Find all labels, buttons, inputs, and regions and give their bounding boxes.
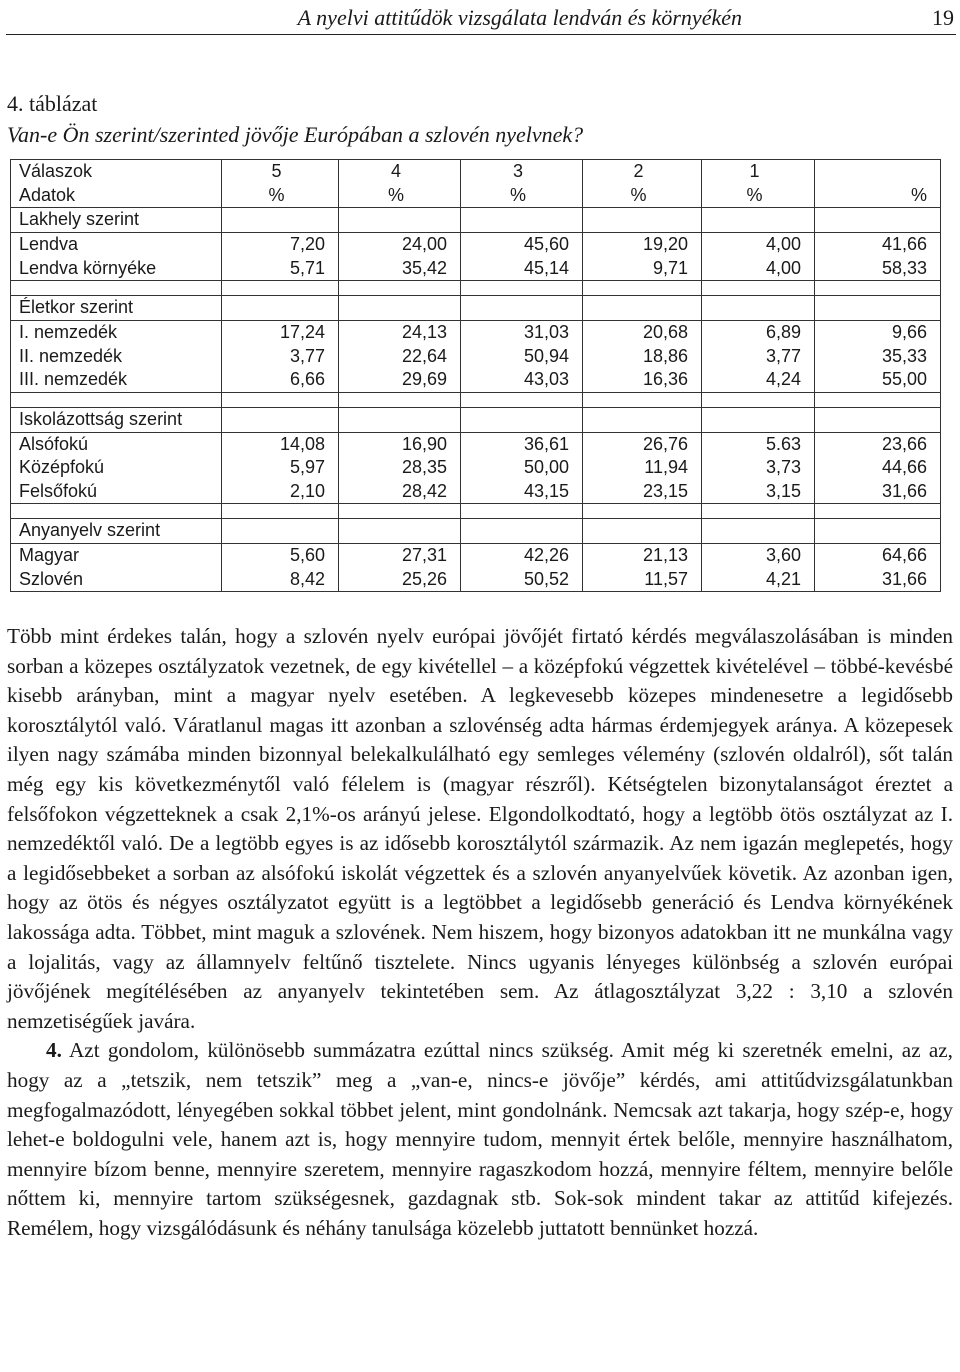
value-cell [702, 233, 815, 281]
value: 3,77 [765, 345, 801, 366]
average-header [815, 160, 941, 208]
section-data-row [11, 321, 941, 393]
row-label: II. nemzedék [19, 345, 123, 366]
section-data-row [11, 432, 941, 504]
value: 23,66 [881, 433, 927, 454]
value: 45,60 [523, 234, 569, 254]
value: 29,69 [401, 369, 447, 389]
table-caption-title: Van-e Ön szerint/szerinted jövője Európában a szlovén nyelvnek? [7, 122, 584, 147]
section-title: Életkor szerint [11, 296, 222, 321]
section-title-row [11, 296, 941, 321]
header-rule [6, 34, 956, 35]
value: 28,35 [401, 457, 447, 477]
value: 64,66 [881, 545, 927, 565]
value-cell [222, 544, 339, 592]
value: 35,42 [401, 257, 447, 278]
value: 35,33 [881, 345, 927, 366]
value-cell [815, 321, 941, 393]
section-title-row [11, 208, 941, 233]
value-cell [583, 233, 702, 281]
running-title: A nyelvi attitűdök vizsgálata lendván és környékén [297, 5, 742, 30]
value: 22,64 [401, 345, 447, 366]
value: 42,26 [523, 545, 569, 565]
value-cell [339, 544, 461, 592]
value: 31,03 [523, 322, 569, 342]
row-label: Magyar [19, 545, 80, 565]
row-label: Szlovén [19, 568, 84, 589]
value: 3,77 [289, 345, 325, 366]
value-cell [461, 321, 583, 393]
header-label-cell [11, 160, 222, 208]
header-label-valaszok: Válaszok [19, 161, 93, 181]
value-cell [815, 233, 941, 281]
section-data-row [11, 544, 941, 592]
value: 5.63 [765, 433, 801, 454]
section-title: Iskolázottság szerint [11, 407, 222, 432]
value-cell [815, 432, 941, 504]
value: 50,52 [523, 568, 569, 589]
value: 23,15 [642, 480, 688, 501]
row-labels [11, 544, 222, 592]
paragraph: Több mint érdekes talán, hogy a szlovén nyelv európai jövőjét firtató kérdés megválaszolásában is minden sorban a közepes osztályzatok vezetnek, de egy kivétellel – a középfokú végzettek kivételével – többé-kevésbé kisebb arányban, mint a magyar nyelv esetében. A legkevesebb közepes mindenesetre a legidősebb korosztálytól való. Váratlanul magas itt azonban a szlovénség adta hármas érdemjegyek aránya. A közepesek ilyen nagy számába minden bizonnyal belekalkulálható egy semleges vélemény (szlovén oldalról), sőt talán még egy kis következménytől való félelem is (magyar részről). Kétségtelen bizonytalanságot éreztet a felsőfokon végzetteknek a csak 2,1%-os arányú jelese. Elgondolkodtató, hogy a legtöbb ötös osztályzat az I. nemzedéktől való. De a legtöbb egyes is az idősebb korosztálytól származik. Az nem igazán meglepetés, hogy a legidősebbeket a sorban az alsófokú iskolát végzettek és a szlovén anyanyelvűek követik. Az azonban igen, hogy az ötös és négyes osztályzatot együtt is a legtöbbet a legidősebb generáció és Lendva környékének lakossága adta. Többet, mint maguk a szlovének. Nem hiszem, hogy bizonyos adatokban itt ne munkálna vagy a lojalitás, vagy az államnyelv feltűnő tisztelete. Nincs ugyanis lényeges különbség a szlovén európai jövőjének megítélésében az anyanyelv tekintetében sem. Az átlagosztályzat 3,22 : 3,10 a szlovén nemzetiségűek javára. [7, 624, 953, 1033]
running-head [0, 2, 960, 34]
section-number: 4. [46, 1038, 62, 1063]
value-cell [339, 432, 461, 504]
value: 9,66 [891, 322, 927, 342]
value: 43,15 [523, 480, 569, 501]
row-label: Alsófokú [19, 433, 89, 454]
value-cell [702, 544, 815, 592]
value-cell [222, 321, 339, 393]
unit-label: % [509, 184, 526, 205]
row-label: Lendva környéke [19, 257, 157, 278]
value: 3,15 [765, 480, 801, 501]
row-label: I. nemzedék [19, 322, 118, 342]
value: 41,66 [881, 234, 927, 254]
grade-3-header [461, 160, 583, 208]
value: 3,60 [765, 545, 801, 565]
value: 28,42 [401, 480, 447, 501]
value: 17,24 [279, 322, 325, 342]
unit-label: % [268, 184, 285, 205]
grade-1-header [702, 160, 815, 208]
section-data-row [11, 233, 941, 281]
row-label: Lendva [19, 234, 79, 254]
value: 16,36 [642, 369, 688, 389]
table-caption-label: 4. táblázat [7, 91, 98, 116]
value: 31,66 [881, 480, 927, 501]
value: 20,68 [642, 322, 688, 342]
value: 50,94 [523, 345, 569, 366]
value: 24,13 [401, 322, 447, 342]
value: 18,86 [642, 345, 688, 366]
unit-label: % [910, 184, 927, 205]
value: 6,66 [289, 369, 325, 389]
row-label: Felsőfokú [19, 480, 98, 501]
value-cell [583, 321, 702, 393]
grade-4-header [339, 160, 461, 208]
value: 21,13 [642, 545, 688, 565]
value-cell [583, 432, 702, 504]
spacer-row [11, 281, 941, 296]
value-cell [461, 432, 583, 504]
spacer-row [11, 392, 941, 407]
value-cell [702, 321, 815, 393]
row-label: III. nemzedék [19, 369, 128, 389]
grade-label [821, 160, 927, 184]
body-text [7, 622, 953, 1243]
value: 26,76 [642, 433, 688, 454]
value: 8,42 [289, 568, 325, 589]
value: 24,00 [401, 234, 447, 254]
value-cell [583, 544, 702, 592]
value-cell [815, 544, 941, 592]
page-number: 19 [932, 5, 954, 30]
value: 11,57 [644, 568, 688, 589]
value: 11,94 [644, 457, 688, 477]
grade-label: 2 [633, 161, 644, 181]
value: 5,71 [289, 257, 325, 278]
value: 4,21 [765, 568, 801, 589]
value: 43,03 [523, 369, 569, 389]
value-cell [339, 321, 461, 393]
value: 19,20 [642, 234, 688, 254]
value: 14,08 [279, 433, 325, 454]
grade-2-header [583, 160, 702, 208]
value: 55,00 [881, 369, 927, 389]
section-title: Lakhely szerint [11, 208, 222, 233]
value-cell [702, 432, 815, 504]
value: 7,20 [289, 234, 325, 254]
value: 36,61 [523, 433, 569, 454]
grade-label: 1 [749, 161, 760, 181]
value: 2,10 [289, 480, 325, 501]
value: 50,00 [523, 457, 569, 477]
row-labels [11, 432, 222, 504]
grade-label: 3 [512, 161, 523, 181]
unit-label: % [746, 184, 763, 205]
value-cell [222, 233, 339, 281]
value-cell [461, 544, 583, 592]
value: 16,90 [401, 433, 447, 454]
row-labels [11, 233, 222, 281]
value: 25,26 [401, 568, 447, 589]
value: 9,71 [652, 257, 688, 278]
grade-label: 5 [271, 161, 282, 181]
row-labels [11, 321, 222, 393]
value: 6,89 [765, 322, 801, 342]
value: 4,24 [765, 369, 801, 389]
value: 4,00 [765, 257, 801, 278]
table-header-row [11, 160, 941, 208]
value-cell [339, 233, 461, 281]
value-cell [222, 432, 339, 504]
section-title: Anyanyelv szerint [11, 519, 222, 544]
grade-5-header [222, 160, 339, 208]
unit-label: % [387, 184, 404, 205]
value: 5,97 [289, 457, 325, 477]
section-title-row [11, 407, 941, 432]
grade-label: 4 [390, 161, 401, 181]
value: 58,33 [881, 257, 927, 278]
value: 4,00 [765, 234, 801, 254]
section-title-row [11, 519, 941, 544]
paragraph-text: Azt gondolom, különösebb summázatra ezúttal nincs szükség. Amit még ki szeretnék emelni, az az, hogy az a „tetszik, nem tetszik” meg a „van-e, nincs-e jövője” kérdés, ami attitűdvizsgálatunkban megfogalmazódott, lényegében sokkal többet jelent, mint gondolnánk. Nemcsak azt takarja, hogy szép-e, hogy lehet-e boldogulni vele, hanem azt is, hogy mennyire tudom, mennyit értek belőle, mennyire használhatom, mennyire bízom benne, mennyire szeretem, mennyire ragaszkodom hozzá, mennyire féltem, mennyire belőle nőttem ki, mennyire tartom szükségesnek, gazdagnak stb. Sok-sok mindent takar az attitűd kifejezés. Remélem, hogy vizsgálódásunk és néhány tanulsága közelebb juttatott bennünket hozzá. [7, 1038, 953, 1240]
table-caption [7, 88, 583, 150]
value: 3,73 [765, 457, 801, 477]
value: 44,66 [881, 457, 927, 477]
data-table [10, 159, 941, 592]
value: 45,14 [523, 257, 569, 278]
header-label-adatok: Adatok [19, 184, 76, 205]
value-cell [461, 233, 583, 281]
value: 31,66 [881, 568, 927, 589]
paragraph [7, 1036, 953, 1243]
value: 27,31 [401, 545, 447, 565]
spacer-row [11, 504, 941, 519]
unit-label: % [630, 184, 647, 205]
value: 5,60 [289, 545, 325, 565]
row-label: Középfokú [19, 457, 105, 477]
